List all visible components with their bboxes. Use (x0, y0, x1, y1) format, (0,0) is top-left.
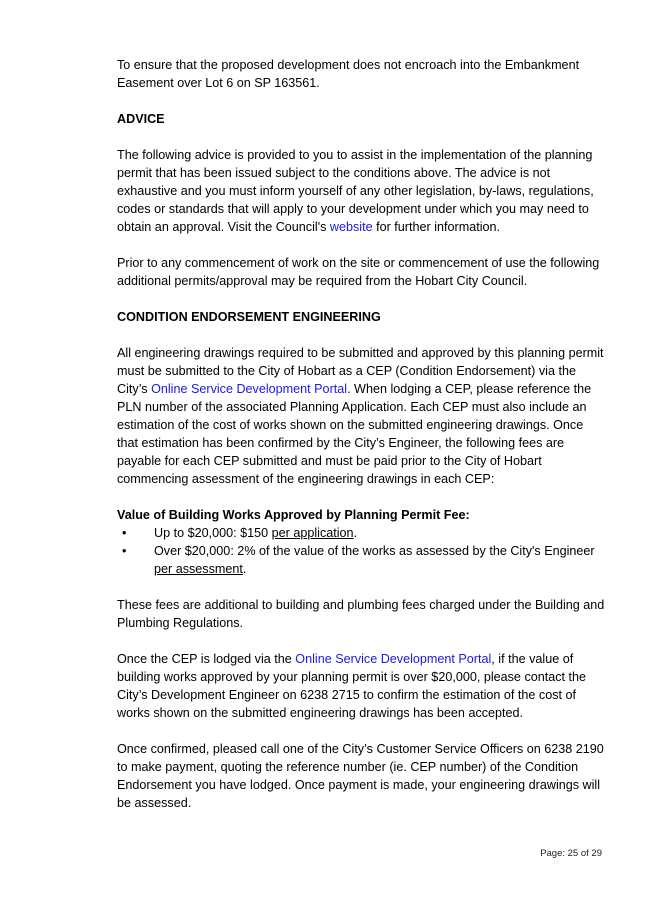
page-number: Page: 25 of 29 (540, 848, 602, 859)
advice-paragraph-1-tail: for further information. (372, 220, 500, 234)
fee-heading: Value of Building Works Approved by Planning Permit Fee: (117, 508, 470, 522)
fee-list (117, 524, 607, 578)
fee-item-underlined: per application (271, 526, 354, 540)
bullet-icon: • (122, 526, 127, 540)
cee-paragraph-3-text: Once the CEP is lodged via the (117, 652, 296, 666)
advice-paragraph-1 (117, 146, 607, 236)
fee-item-underlined: per assessment (154, 562, 243, 576)
bullet-icon: • (122, 544, 127, 558)
cee-paragraph-1-text: All engineering drawings required to be submitted and approved by this planning permit must be submitted to the City of Hobart as a CEP (Condition Endorsement) via the City’s (117, 346, 604, 396)
fee-item (117, 542, 607, 578)
intro-paragraph: To ensure that the proposed development does not encroach into the Embankment Easement over Lot 6 on SP 163561. (117, 58, 580, 90)
online-service-portal-link[interactable]: Online Service Development Portal (151, 382, 348, 396)
fee-item-end: . (242, 562, 247, 576)
cee-paragraph-3 (117, 650, 607, 722)
fee-item-text: Up to $20,000: $150 (154, 526, 272, 540)
cee-paragraph-1-tail: . When lodging a CEP, please reference the PLN number of the associated Planning Application. Each CEP must also include an estimation of the cost of works shown on the submitted engineering drawings. Once that estimation has been confirmed by the City’s Engineer, the following fees are payable for each CEP submitted and must be paid prior to the City of Hobart commencing assessment of the engineering drawings in each CEP: (117, 382, 592, 486)
fee-item-text: Over $20,000: 2% of the value of the works as assessed by the City's Engineer (154, 544, 595, 558)
cee-paragraph-4: Once confirmed, pleased call one of the City’s Customer Service Officers on 6238 2190 to make payment, quoting the reference number (ie. CEP number) of the Condition Endorsement you have lodged. Once payment is made, your engineering drawings will be assessed. (117, 742, 604, 810)
cee-paragraph-2: These fees are additional to building and plumbing fees charged under the Building and Plumbing Regulations. (117, 598, 605, 630)
fee-item (117, 524, 607, 542)
advice-paragraph-1-text: The following advice is provided to you to assist in the implementation of the planning permit that has been issued subject to the conditions above. The advice is not exhaustive and you must inform yourself of any other legislation, by-laws, regulations, codes or standards that will apply to your development under which you may need to obtain an approval. Visit the Council's (117, 148, 594, 234)
advice-heading: ADVICE (117, 112, 165, 126)
document-body (117, 56, 607, 830)
advice-paragraph-2: Prior to any commencement of work on the site or commencement of use the following additional permits/approval may be required from the Hobart City Council. (117, 256, 600, 288)
cee-paragraph-3-tail: , if the value of building works approved by your planning permit is over $20,000, please contact the City’s Development Engineer on 6238 2715 to confirm the estimation of the cost of works shown on the submitted engineering drawings has been accepted. (117, 652, 587, 720)
fee-item-end: . (353, 526, 358, 540)
condition-endorsement-heading: CONDITION ENDORSEMENT ENGINEERING (117, 310, 381, 324)
online-service-portal-link[interactable]: Online Service Development Portal (295, 652, 492, 666)
website-link[interactable]: website (329, 220, 373, 234)
cee-paragraph-1 (117, 344, 607, 488)
